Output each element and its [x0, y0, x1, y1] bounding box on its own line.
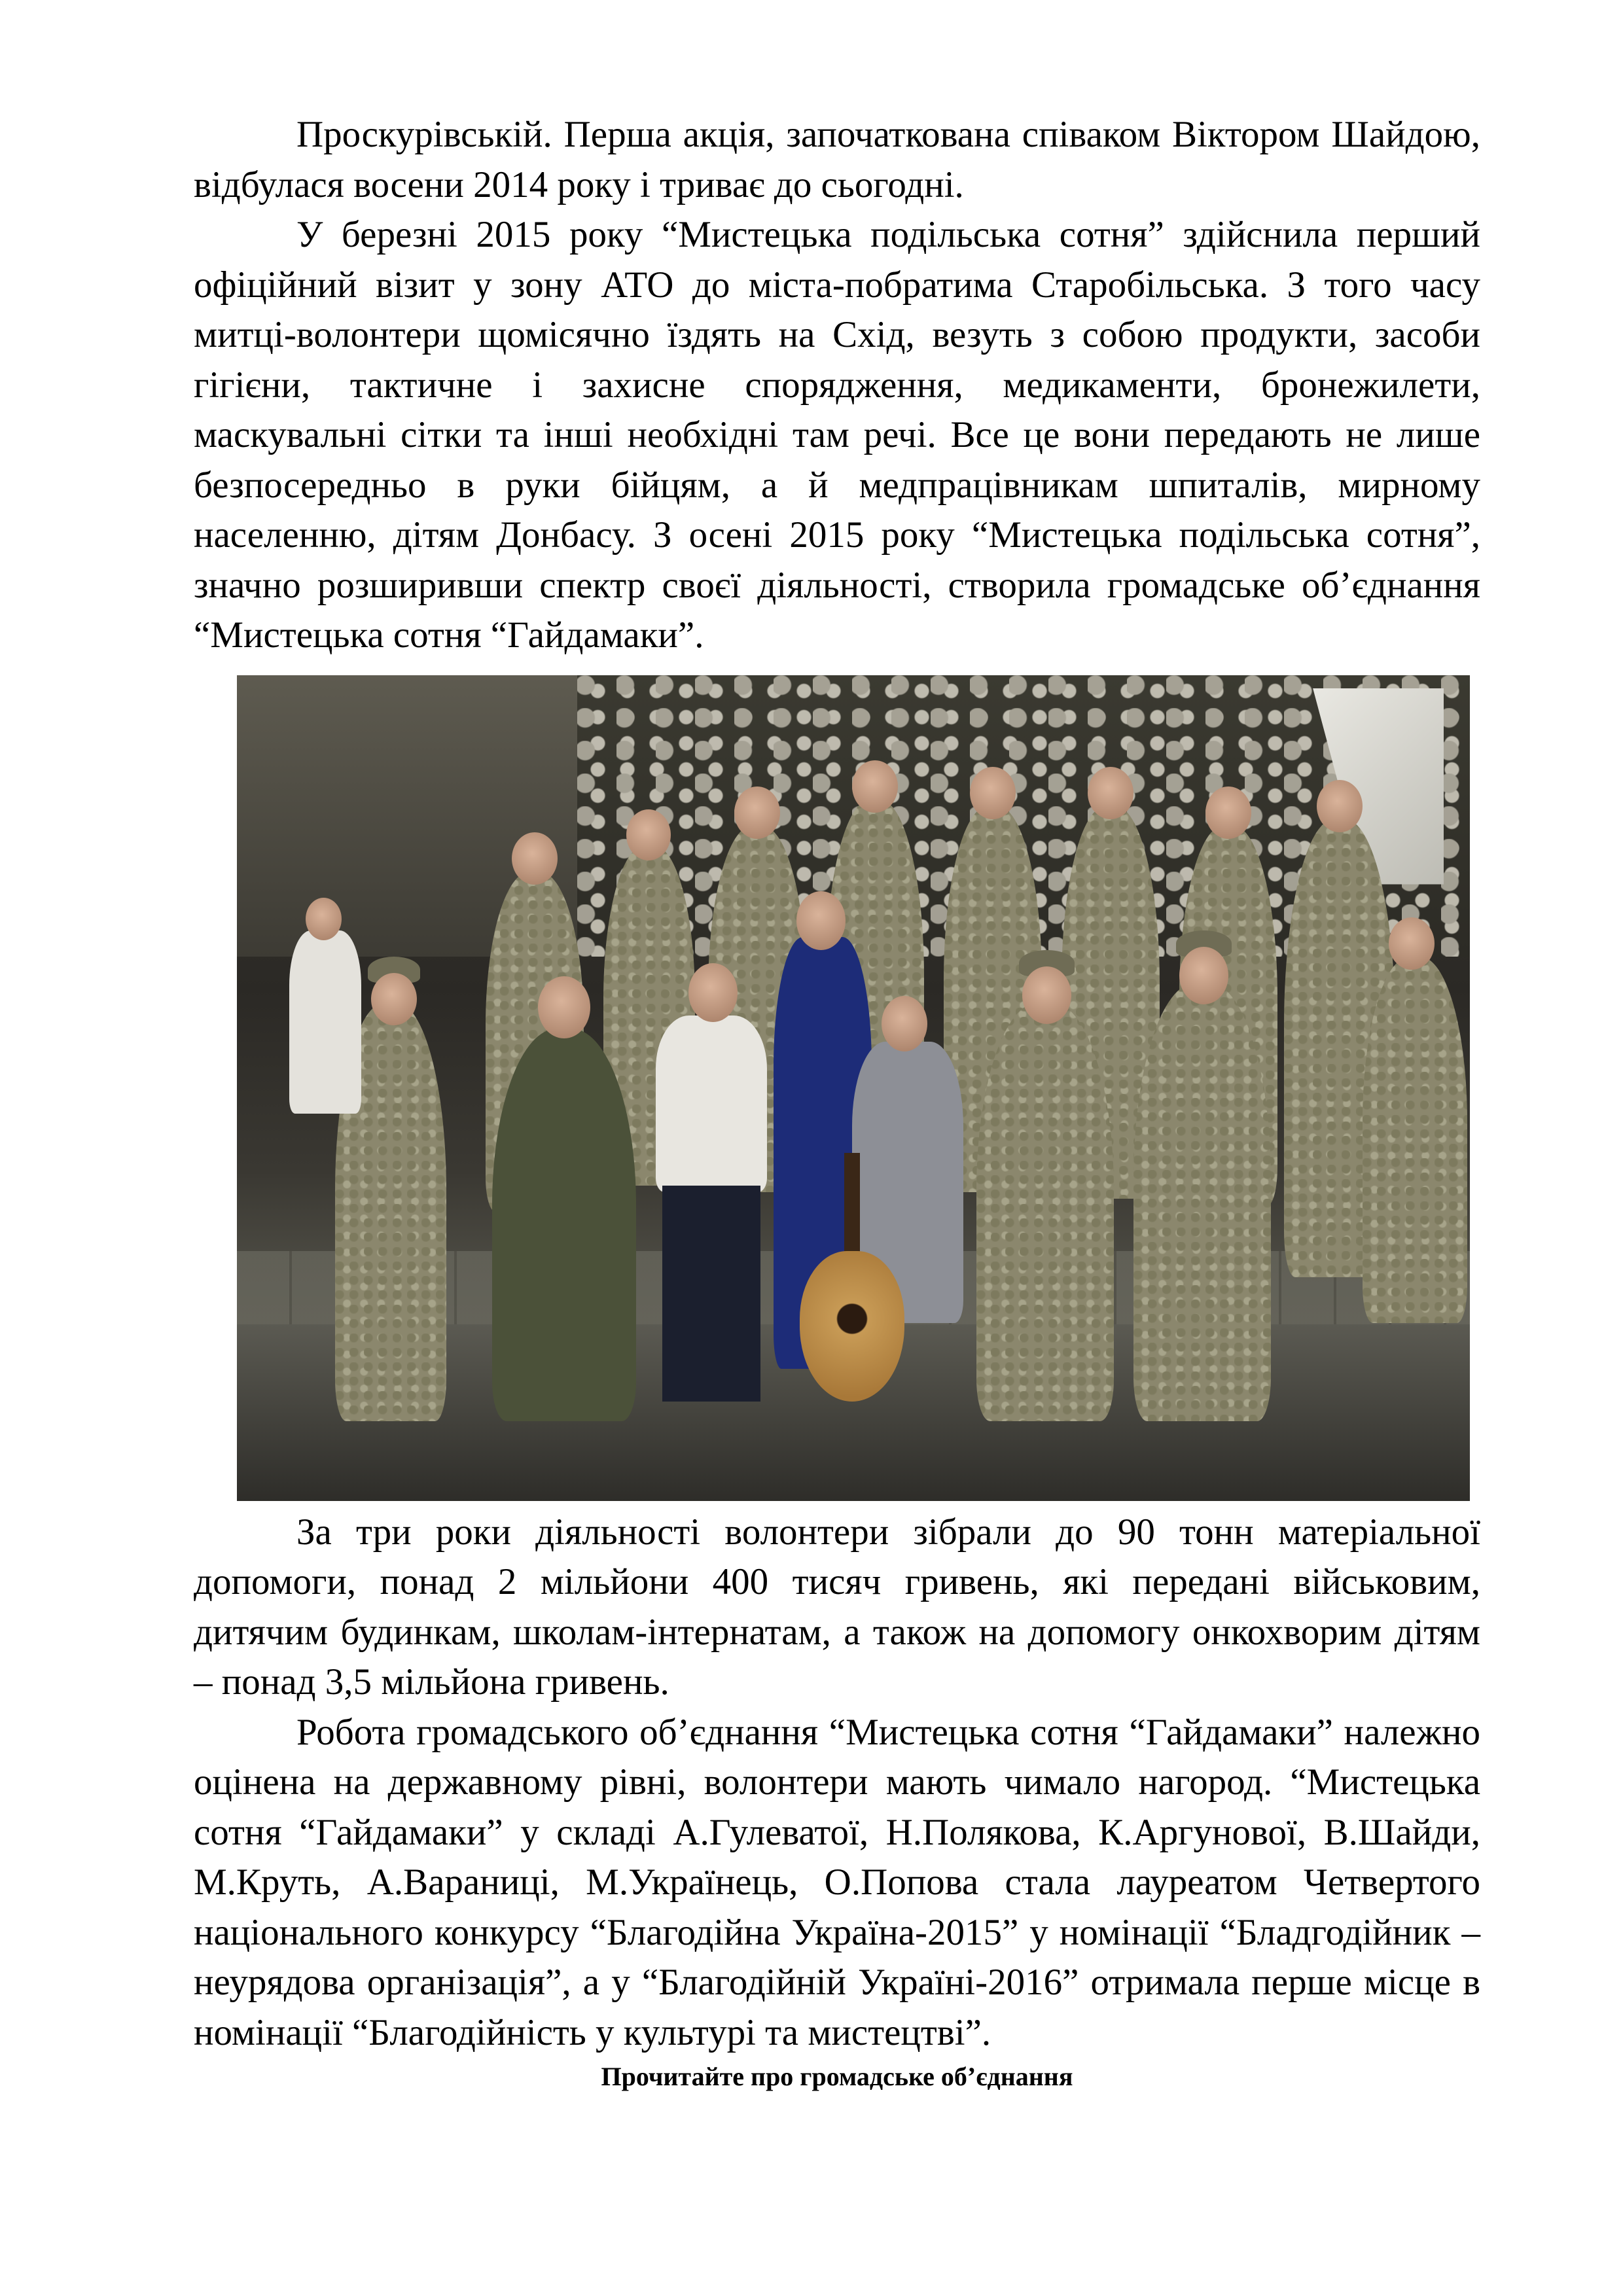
paragraph-awards: Робота громадського об’єднання “Мистецька сотня “Гайдамаки” належно оцінена на державному рівні, волонтери мають чимало нагород. “Мистецька сотня “Гайдамаки” у складі А.Гулеватої, Н.Полякова, К.Аргунової, В.Шайди, М.Круть, А.Вараниці, М.Українець, О.Попова стала лауреатом Четвертого національного конкурсу “Благодійна Україна-2015” у номінації “Бладгодійник – неурядова організація”, а у “Благодійній Україні-2016” отримала перше місце в номінації “Благодійність у культурі та мистецтві”. — [194, 1711, 1480, 2053]
photo-person-head — [852, 760, 898, 813]
paragraph-aid-totals: За три роки діяльності волонтери зібрали до 90 тонн матеріальної допомоги, понад 2 мільйони 400 тисяч гривень, які передані військовим, дитячим будинкам, школам-інтернатам, а також на допомогу онкохворим дітям – понад 3,5 мільйона гривень. — [194, 1511, 1480, 1703]
photo-person — [1363, 957, 1467, 1323]
photo-man-trousers — [662, 1186, 760, 1402]
photo-person-head — [538, 976, 590, 1038]
paragraph-intro: Проскурівській. Перша акція, започаткована співаком Віктором Шайдою, відбулася восени 2014 року і триває до сьогодні. — [194, 114, 1480, 205]
photo-person-head — [1022, 966, 1071, 1024]
photo-person-head — [512, 832, 558, 885]
read-more-caption: Прочитайте про громадське об’єднання — [601, 2062, 1073, 2091]
photo-person-head — [1317, 780, 1363, 832]
document-page — [194, 110, 1480, 2093]
photo-person-head — [306, 898, 342, 940]
photo-person-head — [1088, 767, 1133, 819]
photo-person-head — [688, 963, 738, 1022]
photo-person — [976, 1002, 1114, 1421]
photo-man-embroidered-shirt — [656, 1016, 767, 1192]
group-photo — [237, 675, 1470, 1501]
photo-person-head — [796, 891, 846, 950]
photo-person-head — [371, 973, 417, 1025]
photo-person-head — [970, 767, 1016, 819]
photo-person — [1133, 983, 1271, 1421]
photo-person-head — [626, 809, 671, 860]
paragraph-ato-visit: У березні 2015 року “Мистецька подільська сотня” здійснила перший офіційний візит у зону АТО до міста-побратима Старобільська. З того часу митці-волонтери щомісячно їздять на Схід, везуть з собою продукти, засоби гігієни, тактичне і захисне спорядження, медикаменти, бронежилети, маскувальні сітки та інші необхідні там речі. Все це вони передають не лише безпосередньо в руки бійцям, а й медпрацівникам шпиталів, мирному населенню, дітям Донбасу. З осені 2015 року “Мистецька подільська сотня”, значно розширивши спектр своєї діяльності, створила громадське об’єднання “Мистецька сотня “Гайдамаки”. — [194, 214, 1480, 656]
photo-guitar-neck — [844, 1153, 860, 1264]
photo-person-head — [882, 996, 927, 1051]
photo-person-head — [734, 786, 780, 839]
photo-person-head — [1205, 786, 1251, 839]
photo-person-head — [1179, 947, 1228, 1004]
photo-person-background-left — [289, 930, 361, 1114]
photo-guitar — [800, 1251, 904, 1402]
photo-person — [492, 1029, 636, 1421]
photo-person-head — [1389, 917, 1435, 970]
